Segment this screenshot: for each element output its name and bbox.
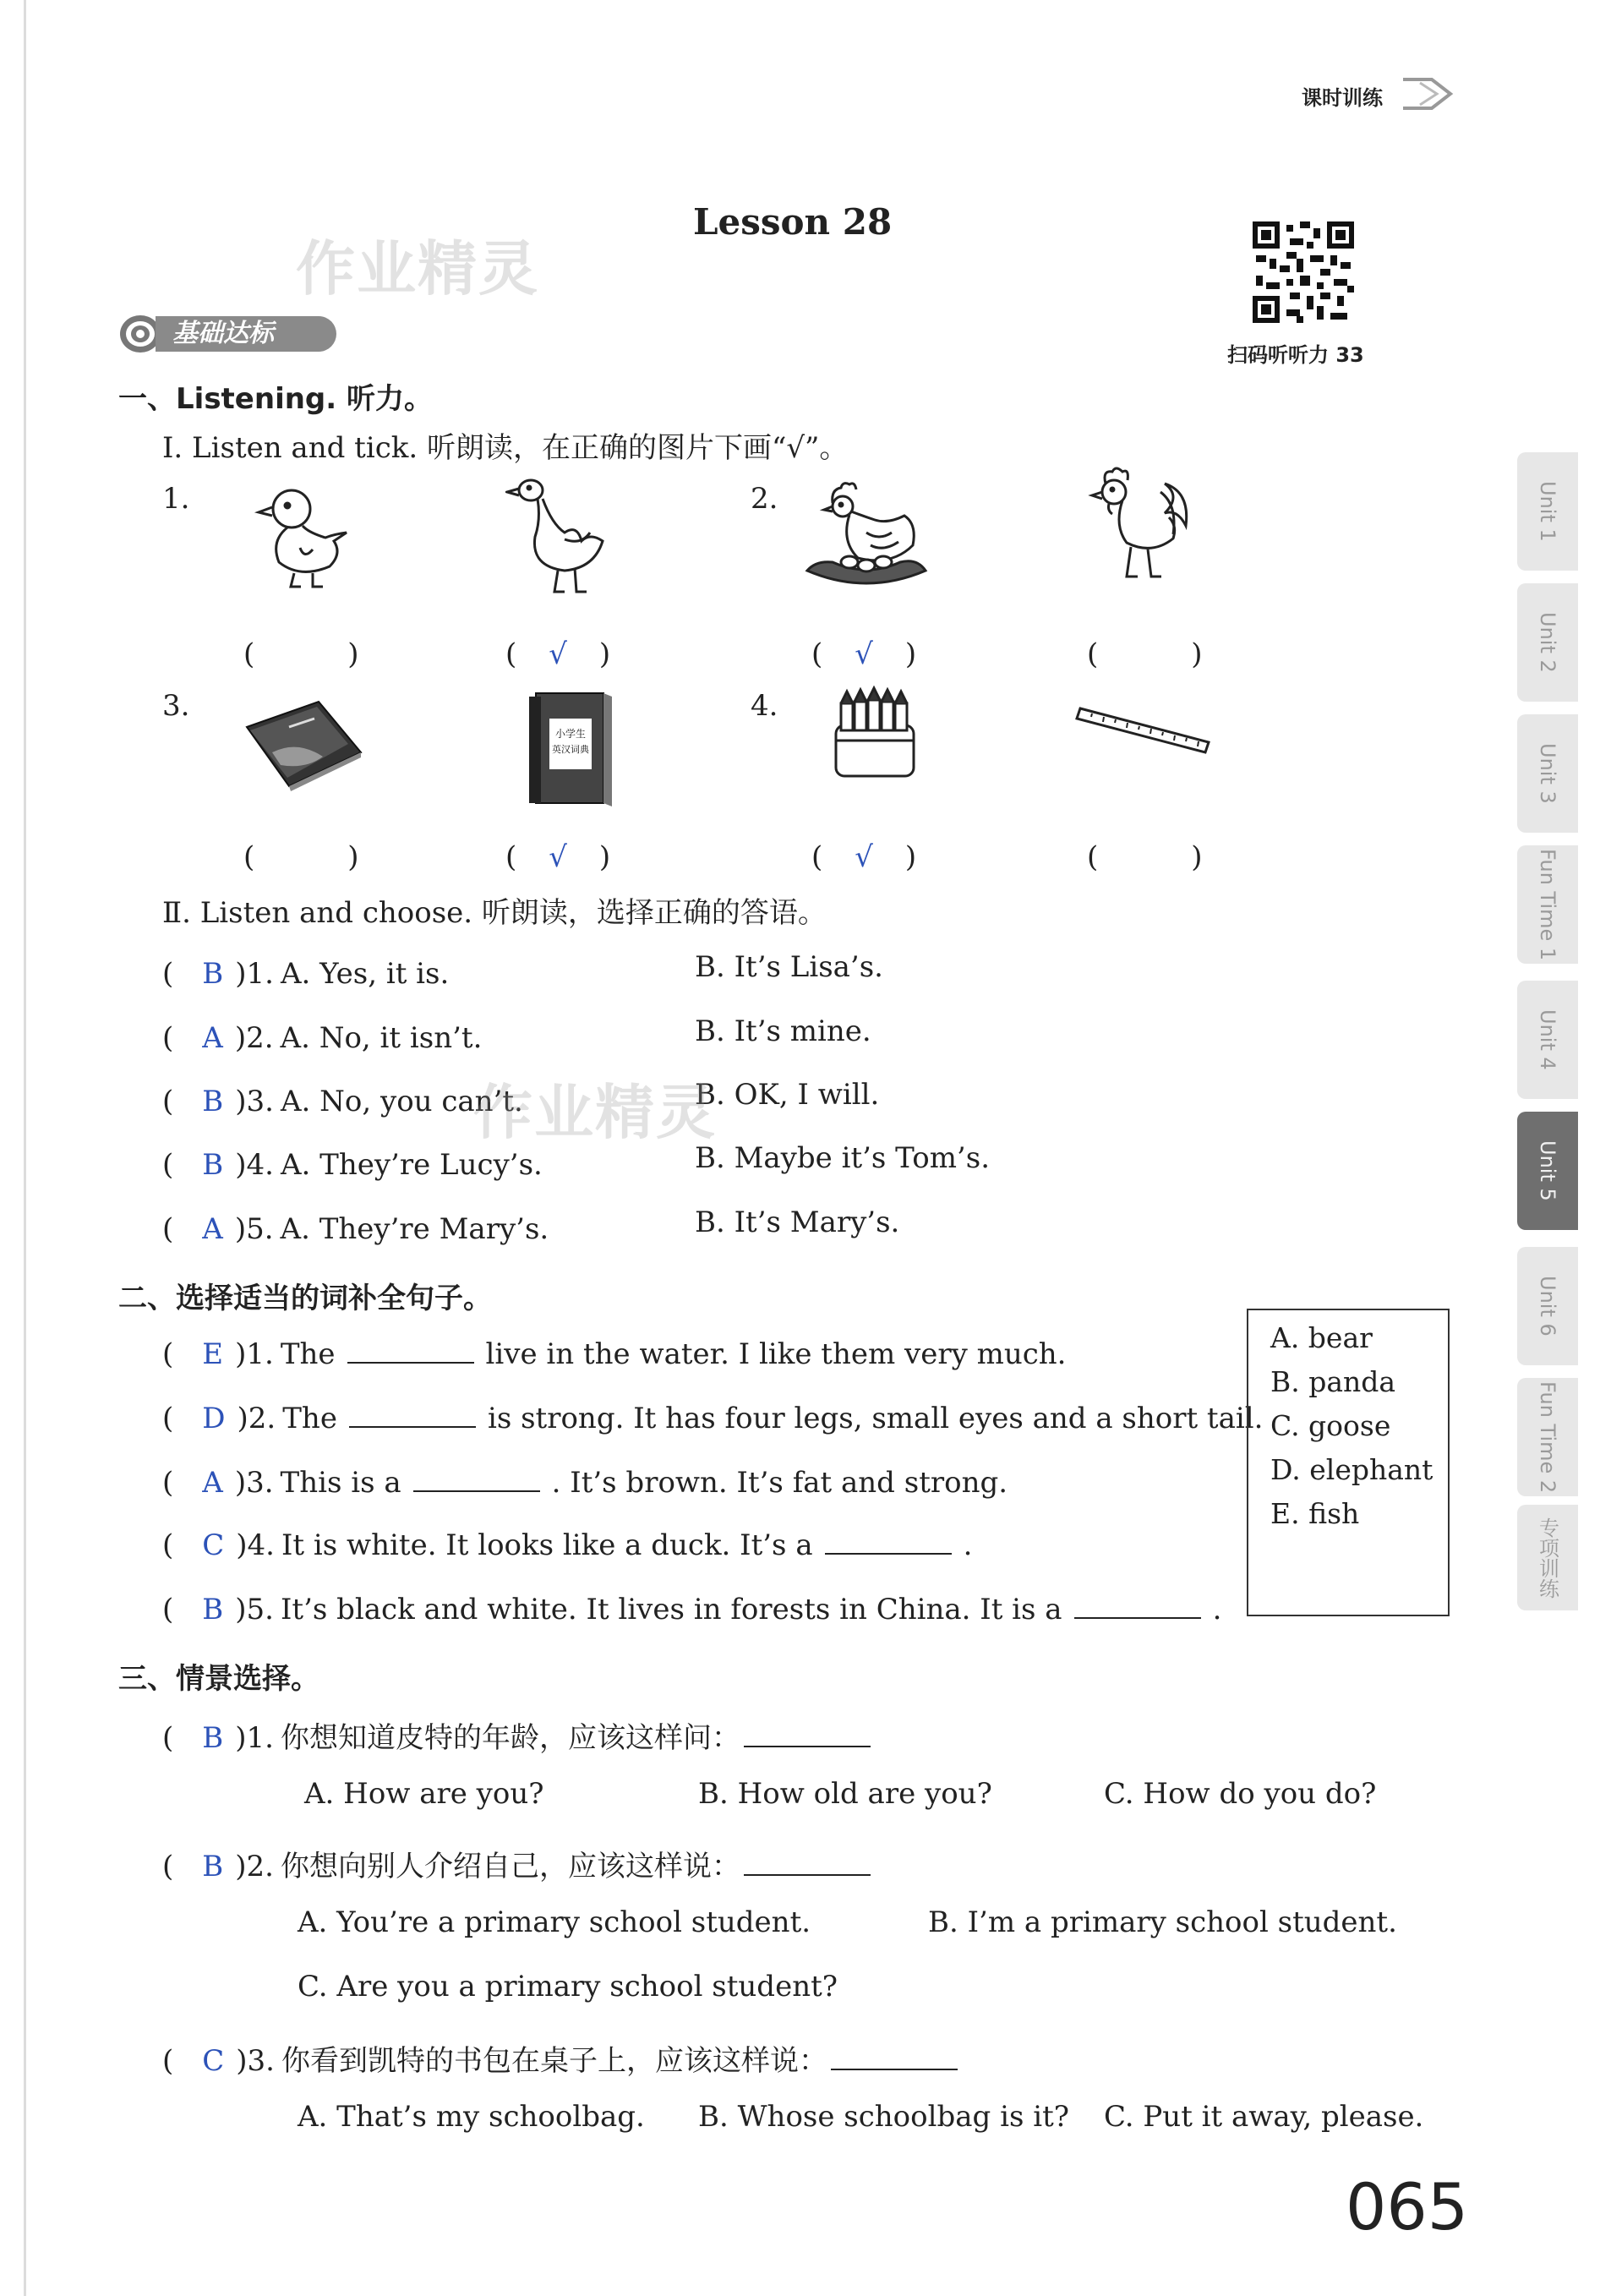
answer-letter: D [202,1402,226,1435]
option-b[interactable]: B. It’s Lisa’s. [695,950,883,984]
crayon-box-icon[interactable] [824,683,926,784]
item-number: 3. [162,689,190,723]
option-a[interactable]: A. That’s my schoolbag. [298,2100,645,2134]
answer-bracket[interactable]: ( B [162,1721,224,1755]
unit-tab[interactable]: Fun Time 1 [1517,845,1578,964]
option-b[interactable]: B. It’s Mary’s. [695,1205,900,1239]
sentence-end: live in the water. I like them very much. [485,1337,1067,1371]
answer-letter: B [202,1850,224,1883]
question-number: )5. [234,1212,274,1246]
question-row [162,950,1219,992]
watermark-middle: 作业精灵 [473,1078,717,1147]
qr-caption: 扫码听听力 33 [1227,343,1364,367]
question-number: )2. [237,1402,276,1435]
question-number: )3. [234,1466,274,1500]
qr-code-icon[interactable] [1249,218,1357,326]
unit-tab[interactable]: Unit 1 [1517,452,1578,571]
tick-mark: √ [855,637,875,671]
section2-title: 二、选择适当的词补全句子。 [118,1282,492,1315]
question-prompt: 你看到凯特的书包在桌子上，应该这样说： [281,2044,827,2078]
question-row [162,2037,958,2079]
option-b[interactable]: B. Whose schoolbag is it? [698,2100,1069,2134]
question-row [162,1014,1219,1056]
fill-blank[interactable] [825,1529,952,1555]
dictionary-icon[interactable] [524,685,617,812]
option-a[interactable]: A. You’re a primary school student. [298,1905,811,1939]
part1-title: Ⅰ. Listen and tick. 听朗读，在正确的图片下画“√”。 [162,431,849,465]
option-b[interactable]: B. I’m a primary school student. [928,1905,1397,1939]
question-prompt: 你想向别人介绍自己，应该这样说： [280,1850,740,1883]
unit-tab[interactable]: Unit 2 [1517,583,1578,702]
svg-text:小学生: 小学生 [554,728,587,740]
rooster-icon[interactable] [1080,467,1199,589]
option-a[interactable]: A. They’re Lucy’s. [280,1148,543,1182]
answer-bracket[interactable]: ( B [162,957,224,991]
question-row [162,1459,1008,1501]
answer-bracket[interactable]: ( ) [1087,637,1204,671]
sentence-end: . [963,1528,973,1562]
option-c[interactable]: C. How do you do? [1104,1777,1377,1811]
answer-bracket[interactable]: ( B [162,1850,224,1883]
question-number: )3. [236,2044,275,2078]
duck-icon[interactable] [254,482,355,592]
answer-letter: E [202,1337,224,1371]
answer-bracket[interactable]: ( B [162,1085,224,1118]
option-b[interactable]: B. Maybe it’s Tom’s. [695,1141,990,1175]
fill-blank[interactable] [831,2045,958,2070]
watermark-top: 作业精灵 [296,234,539,303]
option-b[interactable]: B. How old are you? [698,1777,992,1811]
sentence-end: . [1212,1593,1222,1626]
lesson-title: Lesson 28 [693,201,893,243]
option-a[interactable]: A. How are you? [304,1777,544,1811]
answer-bracket[interactable]: ( B [162,1148,224,1182]
sentence-start: It is white. It looks like a duck. It’s a [281,1528,813,1562]
answer-bracket[interactable]: ( ) [243,840,361,874]
question-row [162,1331,1067,1372]
option-a[interactable]: A. Yes, it is. [280,957,450,991]
item-number: 4. [751,689,778,723]
question-number: )4. [235,1148,274,1182]
question-number: )1. [235,1337,274,1371]
unit-tab[interactable]: Unit 6 [1517,1247,1578,1365]
option-c[interactable]: C. Are you a primary school student? [298,1970,838,2004]
option-item: B. panda [1270,1365,1396,1398]
answer-letter: C [202,2044,225,2078]
item-number: 1. [162,482,190,516]
answer-letter: A [202,1212,223,1246]
answer-bracket[interactable]: ( √ ) [811,637,919,671]
answer-bracket[interactable]: ( ) [243,637,361,671]
unit-tab[interactable]: 专项训练 [1517,1505,1578,1610]
option-b[interactable]: B. OK, I will. [695,1078,880,1112]
answer-letter: C [202,1528,225,1562]
question-row [162,1395,1263,1436]
page-left-edge [24,0,26,2296]
answer-bracket[interactable]: ( C [162,1528,225,1562]
option-b[interactable]: B. It’s mine. [695,1014,871,1048]
answer-letter: A [202,1466,223,1500]
answer-bracket[interactable]: ( C [162,2044,225,2078]
option-item: E. fish [1270,1497,1360,1530]
svg-text:英汉词典: 英汉词典 [552,744,589,755]
item-number: 2. [751,482,778,516]
question-number: )4. [236,1528,275,1562]
unit-tab[interactable]: Unit 5 [1517,1112,1578,1230]
unit-tab[interactable]: Unit 4 [1517,981,1578,1099]
page-number: 065 [1346,2169,1469,2244]
answer-bracket[interactable]: ( A [162,1021,223,1055]
ruler-icon[interactable] [1073,693,1213,761]
sentence-start: The [282,1402,337,1435]
question-row [162,1586,1221,1627]
fill-blank[interactable] [413,1467,540,1492]
sentence-start: This is a [280,1466,401,1500]
badge-label: 基础达标 [156,316,336,352]
question-number: )1. [235,957,274,991]
part2-title: Ⅱ. Listen and choose. 听朗读，选择正确的答语。 [162,896,827,930]
option-c[interactable]: C. Put it away, please. [1104,2100,1424,2134]
option-a[interactable]: A. No, it isn’t. [280,1021,483,1055]
sentence-start: It’s black and white. It lives in forests in China. It is a [280,1593,1062,1626]
fill-blank[interactable] [349,1402,476,1428]
course-label: 课时训练 [1302,86,1383,110]
book-icon[interactable] [238,693,365,795]
unit-tab[interactable]: Fun Time 2 [1517,1378,1578,1496]
answer-bracket[interactable]: ( E [162,1337,224,1371]
goose-icon[interactable] [505,473,615,596]
answer-bracket[interactable]: ( √ ) [505,840,613,874]
hen-icon[interactable] [799,478,934,596]
answer-bracket[interactable]: ( D [162,1402,226,1435]
section3-title: 三、情景选择。 [118,1662,319,1696]
answer-letter: B [202,1593,224,1626]
question-row [162,1843,871,1884]
sentence-start: The [280,1337,336,1371]
tick-mark: √ [549,637,569,671]
answer-letter: B [202,1085,224,1118]
fill-blank[interactable] [347,1338,474,1364]
answer-bracket[interactable]: ( A [162,1466,223,1500]
answer-bracket[interactable]: ( B [162,1593,224,1626]
fill-blank[interactable] [1074,1594,1201,1619]
answer-letter: B [202,957,224,991]
word-options-box [1247,1309,1450,1616]
answer-letter: A [202,1021,223,1055]
question-number: )3. [235,1085,274,1118]
option-item: A. bear [1270,1321,1373,1354]
option-item: C. goose [1270,1409,1391,1442]
tick-mark: √ [549,840,569,874]
sentence-end: is strong. It has four legs, small eyes and a short tail. [487,1402,1264,1435]
question-row [162,1714,871,1756]
option-a[interactable]: A. No, you can’t. [280,1085,523,1118]
sentence-end: . It’s brown. It’s fat and strong. [551,1466,1008,1500]
answer-bracket[interactable]: ( A [162,1212,223,1246]
question-number: )2. [234,1021,274,1055]
answer-bracket[interactable]: ( √ ) [811,840,919,874]
fill-blank[interactable] [744,1722,871,1747]
answer-letter: B [202,1721,224,1755]
option-item: D. elephant [1270,1453,1433,1486]
header-arrow-icon [1395,74,1462,113]
question-number: )2. [235,1850,274,1883]
section-badge [118,313,338,355]
answer-letter: B [202,1148,224,1182]
fill-blank[interactable] [744,1850,871,1876]
tick-mark: √ [855,840,875,874]
unit-tab[interactable]: Unit 3 [1517,714,1578,833]
question-row [162,1205,1219,1247]
answer-bracket[interactable]: ( √ ) [505,637,613,671]
question-number: )5. [235,1593,274,1626]
option-a[interactable]: A. They’re Mary’s. [280,1212,549,1246]
section1-title: 一、Listening. 听力。 [118,382,434,416]
answer-bracket[interactable]: ( ) [1087,840,1204,874]
question-number: )1. [235,1721,274,1755]
question-row [162,1522,972,1563]
question-prompt: 你想知道皮特的年龄，应该这样问： [280,1721,740,1755]
